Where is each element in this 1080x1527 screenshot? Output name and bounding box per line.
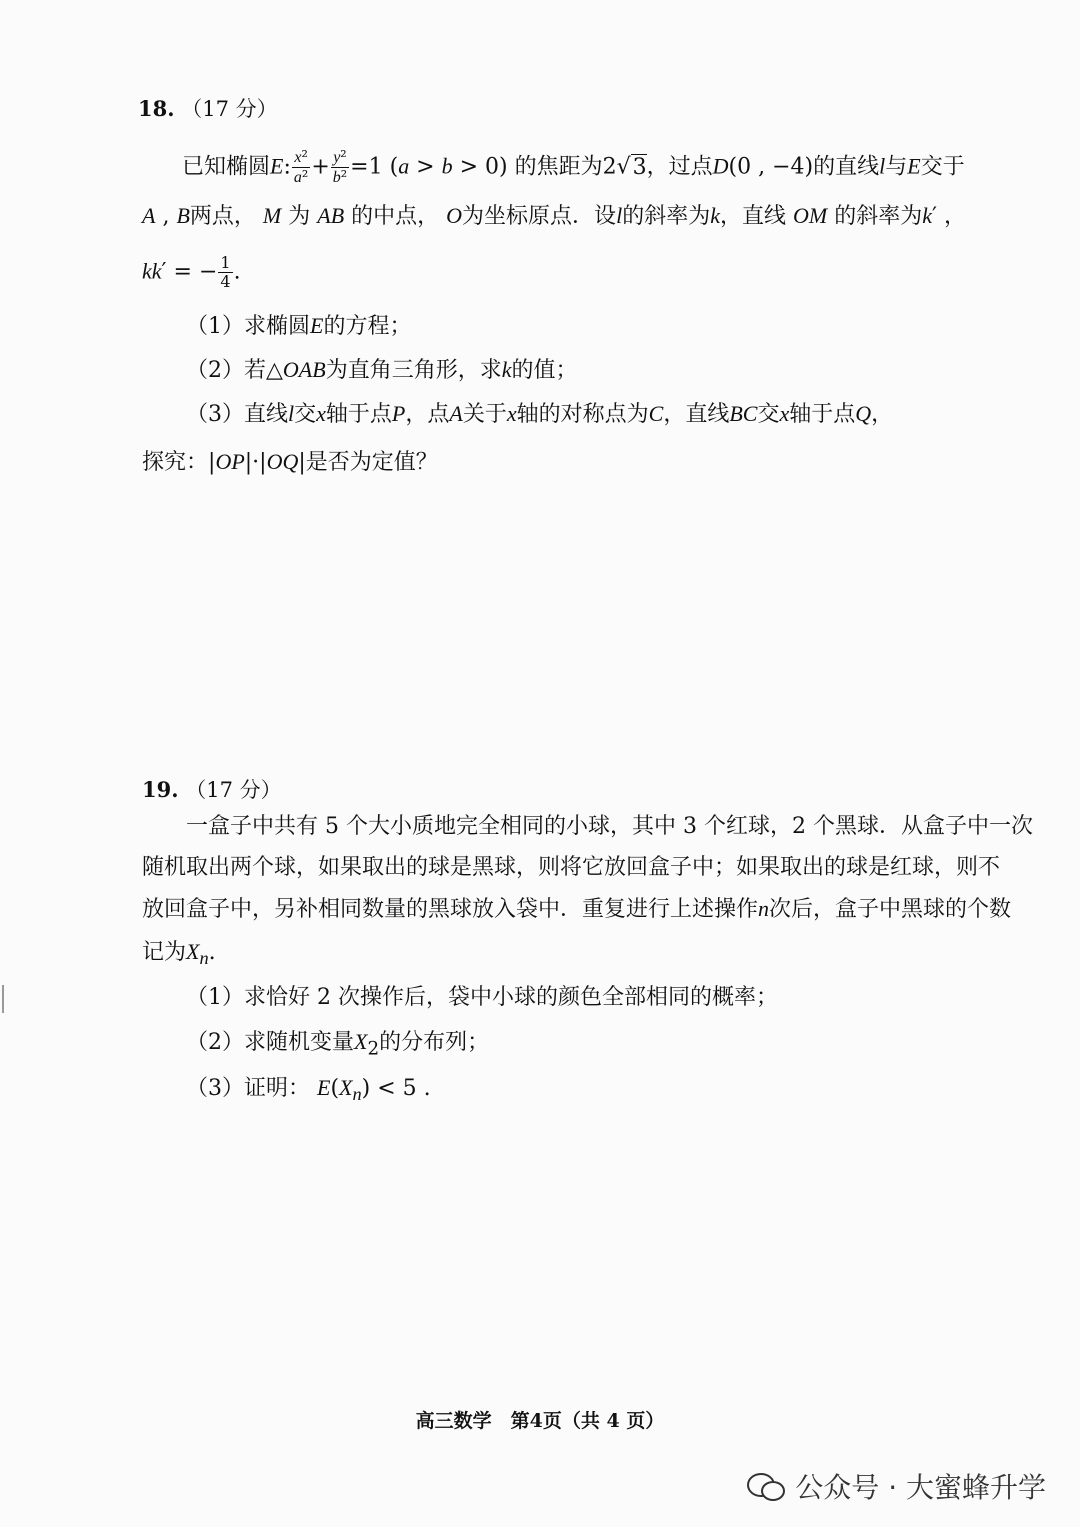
q18-header bbox=[138, 94, 278, 124]
q18-sub1: （1）求椭圆E的方程； bbox=[186, 313, 412, 339]
q18-sub3-cont: 探究：|OP|·|OQ|是否为定值？ bbox=[142, 449, 438, 475]
q18-line2: A , B两点， M 为 AB 的中点， O为坐标原点．设l的斜率为k，直线 OM 的斜率为k′ ， bbox=[142, 203, 966, 229]
q19-sub2: （2）求随机变量$X_2$的分布列； bbox=[186, 1029, 490, 1060]
watermark-text: 公众号 · 大蜜蜂升学 bbox=[795, 1471, 1046, 1504]
q18-sub2: （2）若△OAB为直角三角形，求k的值； bbox=[186, 357, 578, 383]
q19-para-line4: 记为$X_n$. bbox=[142, 939, 216, 969]
q19-para-line3: 放回盒子中，另补相同数量的黑球放入袋中．重复进行上述操作n次后，盒子中黑球的个数 bbox=[142, 896, 1012, 922]
q19-sub3: （3）证明： $E(X_n) < 5$ . bbox=[186, 1075, 431, 1105]
q18-line1: 已知椭圆E: $\frac{\text{x²}}{\text{a²}}$ + $\frac{\text{y²}}{\text{b²}}$ =1 (a > b > 0) 的焦距为2√3，过点D(0 , −4)的直线l与E交于 bbox=[182, 147, 965, 186]
q18-points: （17 分） bbox=[181, 97, 278, 121]
watermark bbox=[747, 1466, 1046, 1506]
q19-para-line1: 一盒子中共有 5 个大小质地完全相同的小球，其中 3 个红球，2 个黑球．从盒子中一次 bbox=[186, 814, 1033, 839]
q18-number: 18. bbox=[138, 96, 175, 121]
frac-y2-b2: $\frac{\text{y²}}{\text{b²}}$ bbox=[332, 147, 348, 186]
q19-points: （17 分） bbox=[185, 778, 282, 802]
q19-sub1: （1）求恰好 2 次操作后，袋中小球的颜色全部相同的概率； bbox=[186, 985, 778, 1010]
q19-number: 19. bbox=[142, 777, 179, 802]
q18-sub3: （3）直线l交x轴于点P，点A关于x轴的对称点为C，直线BC交x轴于点Q， bbox=[186, 401, 894, 427]
frac-x2-a2: $\frac{\text{x²}}{\text{a²}}$ bbox=[293, 147, 309, 186]
page-footer: 高三数学 第4页（共 4 页） bbox=[415, 1410, 665, 1432]
q18-line3: kk′ = − $\frac{1}{4}$ . bbox=[142, 253, 241, 291]
frac-1-4: $\frac{1}{4}$ bbox=[220, 253, 231, 291]
wechat-icon bbox=[747, 1471, 785, 1501]
q19-header bbox=[142, 775, 282, 805]
q19-para-line2: 随机取出两个球，如果取出的球是黑球，则将它放回盒子中；如果取出的球是红球，则不 bbox=[142, 855, 1001, 880]
scan-edge-mark bbox=[2, 985, 4, 1013]
